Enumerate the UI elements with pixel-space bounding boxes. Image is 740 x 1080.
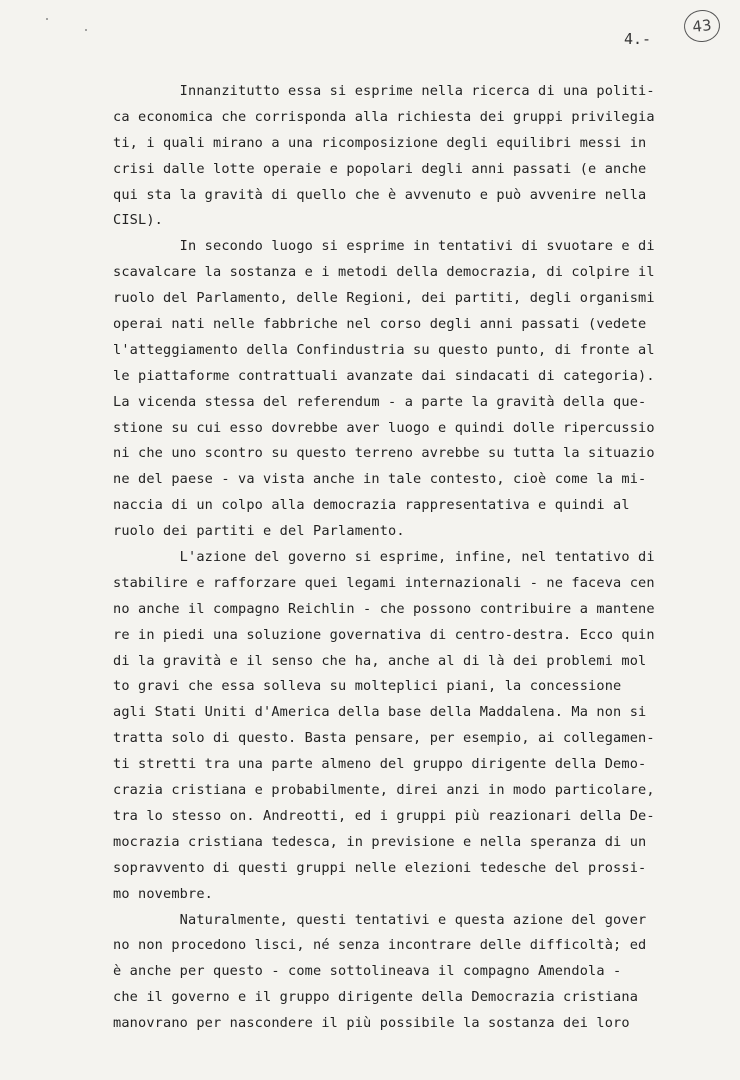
text-line: tratta solo di questo. Basta pensare, per esempio, ai collegamen- bbox=[113, 730, 655, 747]
paper-speck bbox=[85, 29, 87, 31]
text-line: qui sta la gravità di quello che è avvenuto e può avvenire nella bbox=[113, 186, 647, 203]
text-line: è anche per questo - come sottolineava il compagno Amendola - bbox=[113, 963, 622, 980]
text-line: sopravvento di questi gruppi nelle elezioni tedesche del prossi- bbox=[113, 859, 647, 876]
text-line: to gravi che essa solleva su molteplici piani, la concessione bbox=[113, 678, 622, 695]
text-line: le piattaforme contrattuali avanzate dai sindacati di categoria). bbox=[113, 367, 655, 384]
text-line: ca economica che corrisponda alla richiesta dei gruppi privilegia bbox=[113, 108, 655, 125]
text-line: crisi dalle lotte operaie e popolari degli anni passati (e anche bbox=[113, 160, 647, 177]
text-line: re in piedi una soluzione governativa di centro-destra. Ecco quin bbox=[113, 626, 655, 643]
archive-stamp: 43 bbox=[682, 8, 721, 44]
text-line: CISL). bbox=[113, 212, 164, 229]
text-line: In secondo luogo si esprime in tentativi di svuotare e di bbox=[113, 238, 655, 255]
text-line: che il governo e il gruppo dirigente della Democrazia cristiana bbox=[113, 989, 639, 1006]
text-line: l'atteggiamento della Confindustria su questo punto, di fronte al bbox=[113, 341, 655, 358]
text-line: La vicenda stessa del referendum - a parte la gravità della que- bbox=[113, 393, 647, 410]
text-line: ni che uno scontro su questo terreno avrebbe su tutta la situazio bbox=[113, 445, 655, 462]
text-line: ti stretti tra una parte almeno del gruppo dirigente della Demo- bbox=[113, 756, 647, 773]
text-line: L'azione del governo si esprime, infine, nel tentativo di bbox=[113, 549, 655, 566]
page-number: 4.- bbox=[624, 30, 652, 48]
text-line: ti, i quali mirano a una ricomposizione degli equilibri messi in bbox=[113, 134, 647, 151]
text-line: naccia di un colpo alla democrazia rappresentativa e quindi al bbox=[113, 497, 630, 514]
text-line: crazia cristiana e probabilmente, direi anzi in modo particolare, bbox=[113, 782, 655, 799]
text-line: tra lo stesso on. Andreotti, ed i gruppi più reazionari della De- bbox=[113, 807, 655, 824]
text-line: stione su cui esso dovrebbe aver luogo e quindi dolle ripercussio bbox=[113, 419, 655, 436]
text-line: Naturalmente, questi tentativi e questa azione del gover bbox=[113, 911, 647, 928]
text-line: agli Stati Uniti d'America della base della Maddalena. Ma non si bbox=[113, 704, 647, 721]
text-line: ruolo dei partiti e del Parlamento. bbox=[113, 523, 405, 540]
text-line: Innanzitutto essa si esprime nella ricerca di una politi- bbox=[113, 83, 655, 99]
text-line: stabilire e rafforzare quei legami internazionali - ne faceva cen bbox=[113, 574, 655, 591]
text-line: di la gravità e il senso che ha, anche al di là dei problemi mol bbox=[113, 652, 647, 669]
text-line: ne del paese - va vista anche in tale contesto, cioè come la mi- bbox=[113, 471, 647, 488]
text-line: mo novembre. bbox=[113, 885, 214, 902]
text-line: operai nati nelle fabbriche nel corso degli anni passati (vedete bbox=[113, 316, 647, 333]
text-line: mocrazia cristiana tedesca, in previsione e nella speranza di un bbox=[113, 833, 647, 850]
paper-speck bbox=[46, 18, 48, 20]
text-line: manovrano per nascondere il più possibile la sostanza dei loro bbox=[113, 1015, 630, 1032]
text-line: no non procedono lisci, né senza incontrare delle difficoltà; ed bbox=[113, 937, 647, 954]
typewritten-text bbox=[113, 79, 713, 1037]
text-line: ruolo del Parlamento, delle Regioni, dei partiti, degli organismi bbox=[113, 290, 655, 307]
text-line: no anche il compagno Reichlin - che possono contribuire a mantene bbox=[113, 600, 655, 617]
text-line: scavalcare la sostanza e i metodi della democrazia, di colpire il bbox=[113, 264, 655, 281]
